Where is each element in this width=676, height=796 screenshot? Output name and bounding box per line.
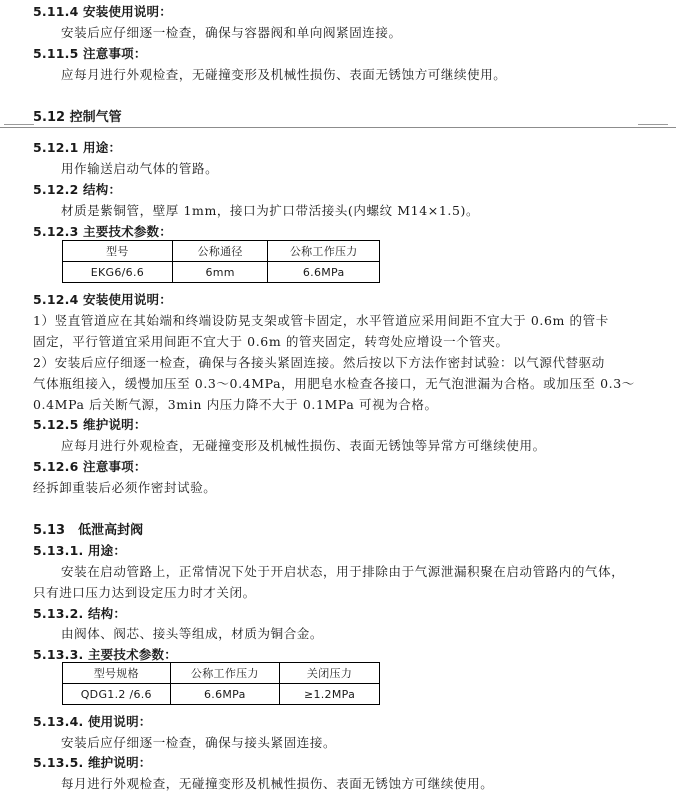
paragraph-5-13-4: 安装后应仔细逐一检查，确保与接头紧固连接。 bbox=[61, 735, 337, 750]
paragraph-line: 固定，平行管道宜采用间距不宜大于 0.6m 的管夹固定，转弯处应增设一个管夹。 bbox=[33, 334, 509, 349]
paragraph-5-12-1: 用作输送启动气体的管路。 bbox=[61, 161, 219, 176]
heading-5-13-4: 5.13.4. 使用说明： bbox=[33, 714, 152, 729]
table-cell: 6.6MPa bbox=[170, 684, 279, 705]
paragraph-5-13-5: 每月进行外观检查，无碰撞变形及机械性损伤、表面无锈蚀方可继续使用。 bbox=[61, 776, 494, 791]
spec-table-5-13-3 bbox=[62, 662, 380, 705]
heading-5-12-1: 5.12.1 用途： bbox=[33, 140, 122, 155]
section-title-5-13: 5.13 低泄高封阀 bbox=[33, 523, 144, 538]
table-header-cell: 公称工作压力 bbox=[268, 241, 380, 262]
heading-5-11-5: 5.11.5 注意事项： bbox=[33, 46, 147, 61]
paragraph-5-12-6: 经拆卸重装后必须作密封试验。 bbox=[33, 480, 217, 495]
table-header-row bbox=[63, 241, 380, 262]
page-break-divider bbox=[0, 124, 676, 130]
paragraph-line: 0.4MPa 后关断气源，3min 内压力降不大于 0.1MPa 可视为合格。 bbox=[33, 397, 438, 412]
paragraph-5-12-2: 材质是紫铜管，壁厚 1mm，接口为扩口带活接头(内螺纹 M14×1.5)。 bbox=[61, 203, 480, 218]
table-cell: 6mm bbox=[172, 262, 268, 283]
heading-5-13-3: 5.13.3. 主要技术参数： bbox=[33, 647, 177, 662]
heading-5-12-5: 5.12.5 维护说明： bbox=[33, 417, 147, 432]
table-cell: QDG1.2 /6.6 bbox=[63, 684, 171, 705]
heading-5-12-2: 5.12.2 结构： bbox=[33, 182, 122, 197]
paragraph-5-11-5: 应每月进行外观检查，无碰撞变形及机械性损伤、表面无锈蚀方可继续使用。 bbox=[61, 67, 507, 82]
table-header-cell: 型号 bbox=[63, 241, 173, 262]
heading-5-12-4: 5.12.4 安装使用说明： bbox=[33, 292, 172, 307]
paragraph-line: 气体瓶组接入，缓慢加压至 0.3～0.4MPa，用肥皂水检查各接口，无气泡泄漏为合格。或加压至 0.3～ bbox=[33, 376, 635, 391]
paragraph-5-13-2: 由阀体、阀芯、接头等组成，材质为铜合金。 bbox=[61, 626, 324, 641]
paragraph-line: 2）安装后应仔细逐一检查，确保与各接头紧固连接。然后按以下方法作密封试验：以气源代替驱动 bbox=[33, 355, 605, 370]
table-header-cell: 公称通径 bbox=[172, 241, 268, 262]
table-header-cell: 公称工作压力 bbox=[170, 663, 279, 684]
table-header-row bbox=[63, 663, 380, 684]
paragraph-line: 安装在启动管路上，正常情况下处于开启状态，用于排除由于气源泄漏积聚在启动管路内的气体， bbox=[61, 564, 625, 579]
paragraph-line: 1）竖直管道应在其始端和终端设防晃支架或管卡固定，水平管道应采用间距不宜大于 0.6m 的管卡 bbox=[33, 313, 609, 328]
paragraph-line: 只有进口压力达到设定压力时才关闭。 bbox=[33, 585, 256, 600]
table-cell: ≥1.2MPa bbox=[280, 684, 380, 705]
table-cell: EKG6/6.6 bbox=[63, 262, 173, 283]
heading-5-12-3: 5.12.3 主要技术参数： bbox=[33, 224, 172, 239]
section-title-5-12: 5.12 控制气管 bbox=[33, 110, 122, 125]
spec-table-5-12-3 bbox=[62, 240, 380, 283]
heading-5-13-2: 5.13.2. 结构： bbox=[33, 606, 127, 621]
table-header-cell: 型号规格 bbox=[63, 663, 171, 684]
table-row bbox=[63, 262, 380, 283]
heading-5-11-4: 5.11.4 安装使用说明： bbox=[33, 4, 172, 19]
table-cell: 6.6MPa bbox=[268, 262, 380, 283]
heading-5-13-5: 5.13.5. 维护说明： bbox=[33, 755, 152, 770]
table-header-cell: 关闭压力 bbox=[280, 663, 380, 684]
heading-5-12-6: 5.12.6 注意事项： bbox=[33, 459, 147, 474]
paragraph-5-12-5: 应每月进行外观检查，无碰撞变形及机械性损伤、表面无锈蚀等异常方可继续使用。 bbox=[61, 438, 546, 453]
heading-5-13-1: 5.13.1. 用途： bbox=[33, 543, 127, 558]
table-row bbox=[63, 684, 380, 705]
paragraph-5-11-4: 安装后应仔细逐一检查，确保与容器阀和单向阀紧固连接。 bbox=[61, 25, 402, 40]
